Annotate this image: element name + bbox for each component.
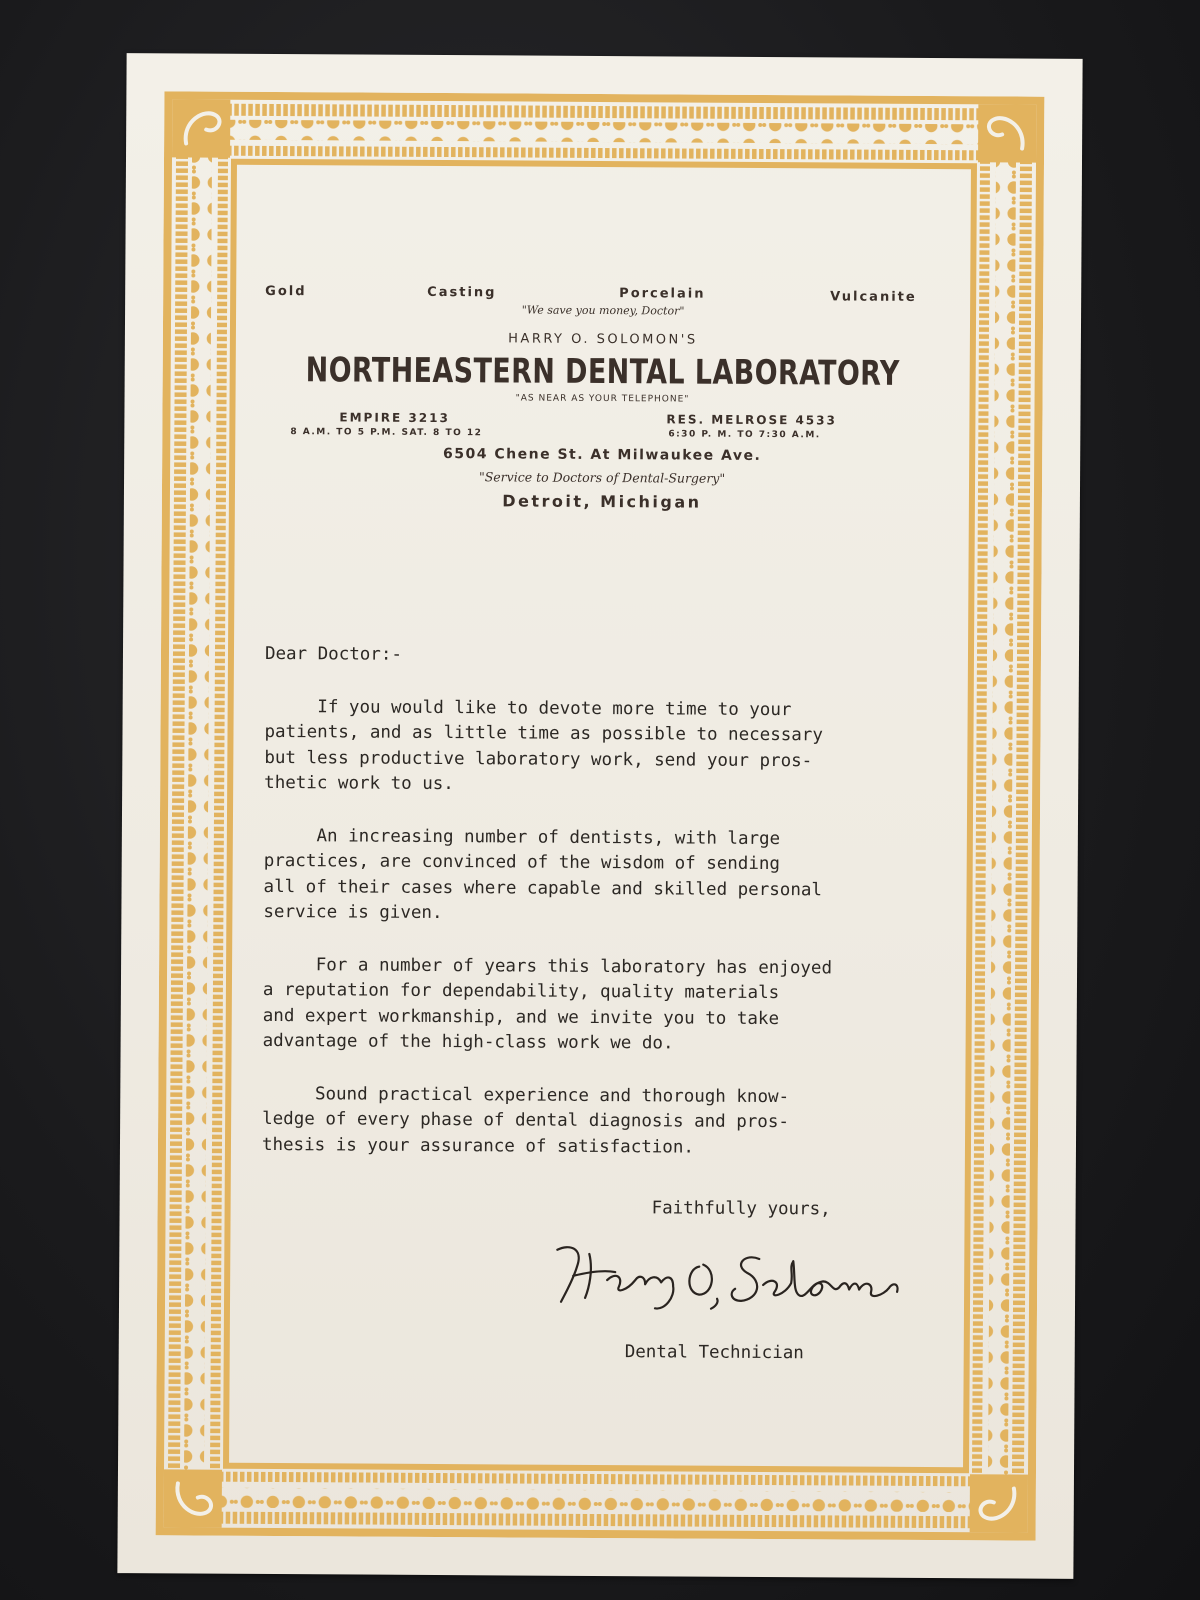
- letter-line: but less productive laboratory work, send your pros-: [264, 747, 813, 771]
- service-casting: Casting: [427, 284, 497, 301]
- service-porcelain: Porcelain: [619, 286, 706, 302]
- service-gold: Gold: [265, 283, 307, 300]
- letter-line: service is given.: [263, 901, 443, 924]
- letter-line: If you would like to devote more time to your: [264, 696, 792, 720]
- phone-empire: EMPIRE 3213: [339, 410, 450, 426]
- letter-line: all of their cases where capable and skilled personal: [263, 876, 823, 900]
- letter-sheet: [117, 53, 1082, 1579]
- paragraph-3: [263, 952, 964, 1058]
- salutation: Dear Doctor:-: [264, 643, 403, 665]
- owner-name: HARRY O. SOLOMON'S: [508, 331, 698, 348]
- letter-line: thetic work to us.: [264, 772, 454, 795]
- letter-line: advantage of the high-class work we do.: [262, 1030, 674, 1054]
- phone-residence: RES. MELROSE 4533: [666, 412, 837, 428]
- signature-graphic: [549, 1236, 909, 1318]
- signer-title: Dental Technician: [624, 1342, 804, 1364]
- slogan: "AS NEAR AS YOUR TELEPHONE": [515, 393, 690, 405]
- letter-line: a reputation for dependability, quality materials: [262, 979, 780, 1004]
- city: Detroit, Michigan: [502, 491, 702, 512]
- letter-body: [261, 642, 965, 1220]
- hours-business: 8 A.M. TO 5 P.M. SAT. 8 TO 12: [290, 427, 483, 439]
- company-name: NORTHEASTERN DENTAL LABORATORY: [305, 350, 900, 394]
- letter-line: An increasing number of dentists, with large: [263, 825, 781, 849]
- letter-line: ledge of every phase of dental diagnosis and pros-: [262, 1108, 789, 1133]
- hours-residence: 6:30 P. M. TO 7:30 A.M.: [668, 429, 821, 441]
- letter-line: For a number of years this laboratory has enjoyed: [263, 954, 833, 978]
- motto: "We save you money, Doctor": [521, 303, 685, 318]
- letter-line: Sound practical experience and thorough know-: [262, 1083, 790, 1107]
- closing: Faithfully yours,: [651, 1198, 831, 1220]
- letter-line: thesis is your assurance of satisfaction.: [261, 1134, 695, 1158]
- service-vulcanite: Vulcanite: [830, 289, 917, 305]
- letter-line: patients, and as little time as possible to necessary: [264, 721, 823, 746]
- service-tagline: "Service to Doctors of Dental-Surgery": [478, 469, 726, 486]
- paragraph-1: [264, 694, 965, 800]
- paragraph-4: [262, 1081, 962, 1162]
- street-address: 6504 Chene St. At Milwaukee Ave.: [443, 446, 762, 464]
- letter-line: practices, are convinced of the wisdom of sending: [263, 850, 781, 875]
- paragraph-2: [263, 823, 964, 929]
- letter-line: and expert workmanship, and we invite you to take: [262, 1005, 780, 1029]
